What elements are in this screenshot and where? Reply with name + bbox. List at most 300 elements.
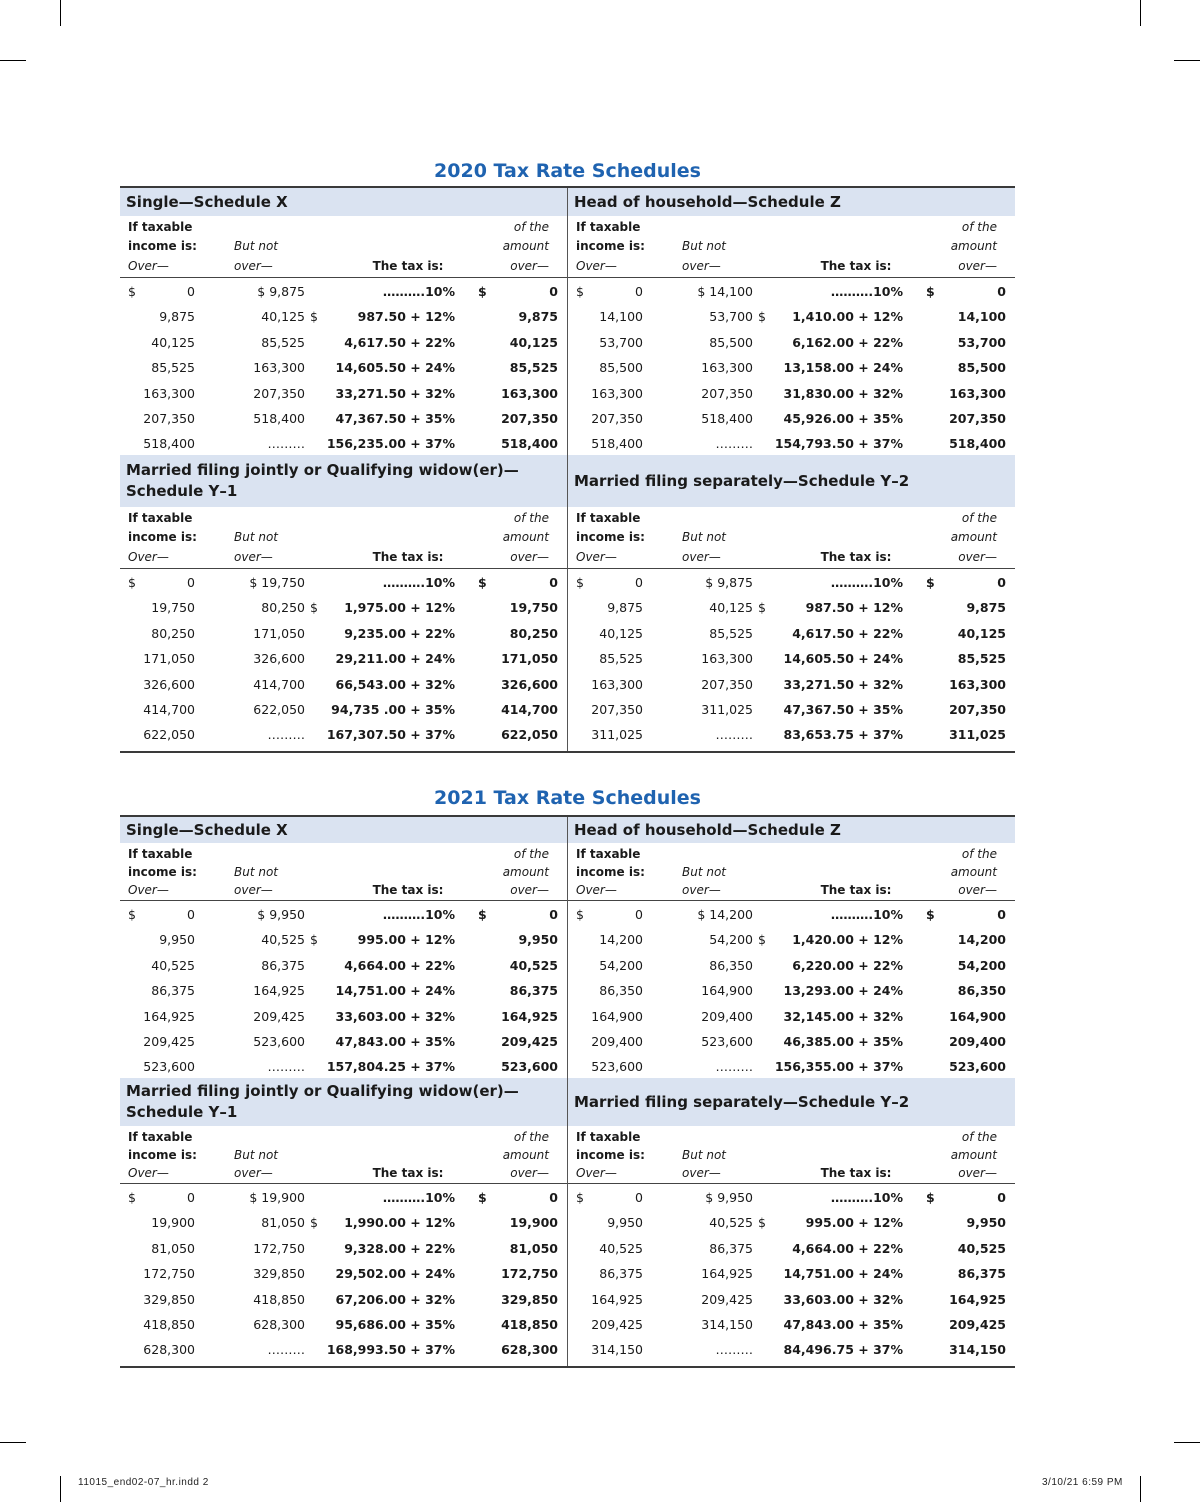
table-row bbox=[120, 331, 567, 356]
column-of-amount-over bbox=[951, 509, 997, 567]
cell-tax: 33,603.00 + 32% bbox=[783, 1291, 903, 1307]
column-but-not-over bbox=[682, 528, 726, 567]
bracket-rows bbox=[568, 569, 1015, 749]
cell-amount-over: 19,750 bbox=[509, 600, 558, 616]
cell-but-not-over: $ 9,875 bbox=[257, 284, 305, 299]
column-label: over— bbox=[682, 1166, 721, 1180]
dollar-sign: $ bbox=[926, 575, 935, 590]
table-row bbox=[568, 571, 1015, 596]
column-label: Over— bbox=[128, 883, 169, 897]
cell-but-not-over: 163,300 bbox=[701, 360, 753, 376]
cell-tax: 29,502.00 + 24% bbox=[335, 1266, 455, 1282]
table-row bbox=[120, 1005, 567, 1030]
column-tax-is: The tax is: bbox=[372, 883, 444, 897]
cell-over: 207,350 bbox=[591, 410, 643, 426]
cell-amount-over: 85,500 bbox=[957, 360, 1006, 376]
column-label: of the bbox=[513, 511, 549, 525]
cell-over: 209,425 bbox=[591, 1316, 643, 1332]
column-headers bbox=[568, 507, 1015, 569]
cell-tax: 46,385.00 + 35% bbox=[783, 1033, 903, 1049]
table-row bbox=[120, 673, 567, 698]
column-headers bbox=[568, 216, 1015, 278]
crop-mark bbox=[0, 1442, 26, 1443]
cell-tax: 1,975.00 + 12% bbox=[344, 600, 455, 616]
cell-but-not-over: 163,300 bbox=[701, 651, 753, 667]
table-row bbox=[568, 407, 1015, 432]
cell-over: 311,025 bbox=[591, 727, 643, 743]
schedule-title-line: Schedule Y–1 bbox=[126, 1103, 238, 1121]
cell-amount-over: 85,525 bbox=[957, 651, 1006, 667]
cell-but-not-over: $ 14,200 bbox=[697, 907, 753, 922]
cell-but-not-over: 414,700 bbox=[253, 676, 305, 692]
column-label: over— bbox=[234, 883, 273, 897]
cell-amount-over: 164,925 bbox=[949, 1291, 1006, 1307]
cell-amount-over: 40,125 bbox=[957, 625, 1006, 641]
column-label: income is: bbox=[128, 239, 197, 254]
schedule-title bbox=[120, 1078, 567, 1126]
cell-but-not-over: $ 9,875 bbox=[705, 575, 753, 590]
column-label: over— bbox=[958, 883, 997, 897]
cell-amount-over: 9,875 bbox=[518, 309, 558, 325]
table-row bbox=[568, 647, 1015, 672]
slug-file: 11015_end02-07_hr.indd 2 bbox=[78, 1477, 209, 1488]
schedule-title-line: Schedule Y–1 bbox=[126, 482, 238, 500]
cell-amount-over: 54,200 bbox=[957, 957, 1006, 973]
cell-but-not-over: $ 14,100 bbox=[697, 284, 753, 299]
cell-amount-over: 314,150 bbox=[949, 1342, 1006, 1358]
cell-over: 19,750 bbox=[151, 600, 195, 616]
cell-amount-over: 418,850 bbox=[501, 1316, 558, 1332]
year-title: 2020 Tax Rate Schedules bbox=[434, 160, 701, 182]
column-label: If taxable bbox=[128, 847, 193, 861]
cell-but-not-over: 518,400 bbox=[701, 410, 753, 426]
cell-tax: 94,735 .00 + 35% bbox=[331, 701, 455, 717]
column-label: If taxable bbox=[576, 220, 641, 234]
cell-but-not-over: 523,600 bbox=[253, 1033, 305, 1049]
column-label: of the bbox=[961, 511, 997, 525]
cell-but-not-over: ……… bbox=[267, 436, 305, 452]
dollar-sign: $ bbox=[310, 1215, 318, 1231]
cell-but-not-over: 80,250 bbox=[261, 600, 305, 616]
cell-tax: 987.50 + 12% bbox=[357, 309, 455, 325]
cell-but-not-over: 54,200 bbox=[709, 932, 753, 948]
table-row bbox=[120, 1055, 567, 1080]
bracket-rows bbox=[120, 569, 567, 749]
cell-over: 40,125 bbox=[599, 625, 643, 641]
column-label: But not bbox=[234, 1148, 279, 1162]
schedule-title bbox=[120, 817, 567, 843]
schedule bbox=[120, 188, 567, 458]
table-row bbox=[120, 1262, 567, 1287]
year-title: 2021 Tax Rate Schedules bbox=[434, 787, 701, 809]
cell-but-not-over: 86,350 bbox=[709, 957, 753, 973]
cell-over: 9,875 bbox=[159, 309, 195, 325]
cell-but-not-over: ……… bbox=[267, 727, 305, 743]
cell-tax: 1,410.00 + 12% bbox=[792, 309, 903, 325]
cell-amount-over: 209,425 bbox=[501, 1033, 558, 1049]
cell-over: 0 bbox=[635, 1190, 643, 1205]
column-of-amount-over bbox=[503, 1128, 549, 1182]
cell-amount-over: 209,425 bbox=[949, 1316, 1006, 1332]
cell-amount-over: 9,950 bbox=[966, 1215, 1006, 1231]
cell-tax: 95,686.00 + 35% bbox=[335, 1316, 455, 1332]
dollar-sign: $ bbox=[758, 600, 766, 616]
column-income-over bbox=[576, 218, 645, 276]
cell-over: 418,850 bbox=[143, 1316, 195, 1332]
column-headers bbox=[568, 1126, 1015, 1184]
column-tax-is: The tax is: bbox=[820, 258, 892, 273]
cell-but-not-over: 164,925 bbox=[253, 983, 305, 999]
column-label: over— bbox=[682, 883, 721, 897]
table-row bbox=[568, 954, 1015, 979]
cell-but-not-over: 628,300 bbox=[253, 1316, 305, 1332]
column-of-amount-over bbox=[951, 845, 997, 899]
schedule-title-line: Single—Schedule X bbox=[126, 193, 288, 211]
column-headers bbox=[120, 843, 567, 901]
column-of-amount-over bbox=[503, 509, 549, 567]
cell-amount-over: 85,525 bbox=[509, 360, 558, 376]
schedule-title-line: Head of household—Schedule Z bbox=[574, 193, 841, 211]
column-income-over bbox=[128, 845, 197, 899]
cell-but-not-over: ……… bbox=[267, 1342, 305, 1358]
cell-over: 40,125 bbox=[151, 334, 195, 350]
column-tax-is: The tax is: bbox=[820, 549, 892, 564]
cell-over: 164,925 bbox=[143, 1008, 195, 1024]
cell-amount-over: 622,050 bbox=[501, 727, 558, 743]
column-label: income is: bbox=[128, 1148, 197, 1162]
table-row bbox=[120, 382, 567, 407]
column-label: amount bbox=[950, 865, 997, 879]
column-income-over bbox=[128, 509, 197, 567]
cell-tax: 6,162.00 + 22% bbox=[792, 334, 903, 350]
column-tax-is: The tax is: bbox=[372, 258, 444, 273]
column-label: over— bbox=[510, 549, 549, 564]
cell-over: 0 bbox=[187, 1190, 195, 1205]
cell-but-not-over: $ 19,900 bbox=[249, 1190, 305, 1205]
cell-but-not-over: 86,375 bbox=[261, 957, 305, 973]
column-tax-is: The tax is: bbox=[372, 549, 444, 564]
dollar-sign: $ bbox=[128, 1190, 136, 1205]
cell-over: 171,050 bbox=[143, 651, 195, 667]
cell-but-not-over: 164,925 bbox=[701, 1266, 753, 1282]
column-label: of the bbox=[513, 1130, 549, 1144]
schedule-title bbox=[568, 817, 1015, 843]
column-but-not-over bbox=[234, 1146, 278, 1182]
column-label: amount bbox=[502, 239, 549, 254]
dollar-sign: $ bbox=[128, 284, 136, 299]
cell-tax: 156,235.00 + 37% bbox=[326, 436, 455, 452]
cell-over: 164,925 bbox=[591, 1291, 643, 1307]
cell-but-not-over: 53,700 bbox=[709, 309, 753, 325]
cell-over: 86,375 bbox=[151, 983, 195, 999]
bracket-rows bbox=[120, 278, 567, 458]
cell-tax: ……….10% bbox=[382, 575, 455, 590]
cell-amount-over: 163,300 bbox=[949, 676, 1006, 692]
cell-over: 209,400 bbox=[591, 1033, 643, 1049]
table-row bbox=[120, 407, 567, 432]
dollar-sign: $ bbox=[926, 1190, 935, 1205]
cell-over: 19,900 bbox=[151, 1215, 195, 1231]
column-label: Over— bbox=[576, 1166, 617, 1180]
column-income-over bbox=[128, 218, 197, 276]
cell-amount-over: 518,400 bbox=[949, 436, 1006, 452]
column-but-not-over bbox=[682, 1146, 726, 1182]
cell-amount-over: 163,300 bbox=[949, 385, 1006, 401]
crop-mark bbox=[0, 60, 26, 61]
column-but-not-over bbox=[234, 237, 278, 276]
cell-tax: 1,990.00 + 12% bbox=[344, 1215, 455, 1231]
cell-over: 85,500 bbox=[599, 360, 643, 376]
schedule-pair bbox=[120, 188, 1015, 460]
table-row bbox=[120, 647, 567, 672]
cell-but-not-over: 85,525 bbox=[261, 334, 305, 350]
cell-amount-over: 40,125 bbox=[509, 334, 558, 350]
table-row bbox=[120, 622, 567, 647]
column-label: If taxable bbox=[576, 847, 641, 861]
cell-over: 207,350 bbox=[591, 701, 643, 717]
cell-tax: 31,830.00 + 32% bbox=[783, 385, 903, 401]
table-row bbox=[120, 1186, 567, 1211]
cell-tax: ……….10% bbox=[830, 575, 903, 590]
column-headers bbox=[120, 216, 567, 278]
dollar-sign: $ bbox=[926, 284, 935, 299]
column-label: amount bbox=[950, 1148, 997, 1162]
cell-but-not-over: 40,525 bbox=[709, 1215, 753, 1231]
column-label: of the bbox=[513, 220, 549, 234]
column-label: Over— bbox=[576, 549, 617, 564]
cell-tax: 154,793.50 + 37% bbox=[774, 436, 903, 452]
cell-over: 329,850 bbox=[143, 1291, 195, 1307]
cell-tax: 157,804.25 + 37% bbox=[326, 1059, 455, 1075]
cell-tax: 47,843.00 + 35% bbox=[335, 1033, 455, 1049]
table-row bbox=[568, 673, 1015, 698]
cell-tax: 9,328.00 + 22% bbox=[344, 1240, 455, 1256]
table-row bbox=[568, 596, 1015, 621]
cell-over: 209,425 bbox=[143, 1033, 195, 1049]
column-but-not-over bbox=[234, 863, 278, 899]
cell-amount-over: 518,400 bbox=[501, 436, 558, 452]
cell-over: 53,700 bbox=[599, 334, 643, 350]
cell-amount-over: 80,250 bbox=[509, 625, 558, 641]
table-row bbox=[568, 723, 1015, 748]
slug-date: 3/10/21 6:59 PM bbox=[1042, 1477, 1123, 1488]
dollar-sign: $ bbox=[128, 575, 136, 590]
column-label: of the bbox=[961, 220, 997, 234]
schedule bbox=[568, 188, 1015, 458]
column-label: Over— bbox=[128, 549, 169, 564]
cell-over: 81,050 bbox=[151, 1240, 195, 1256]
cell-amount-over: 86,350 bbox=[957, 983, 1006, 999]
table-row bbox=[120, 928, 567, 953]
cell-amount-over: 628,300 bbox=[501, 1342, 558, 1358]
schedule-title bbox=[568, 188, 1015, 216]
cell-over: 0 bbox=[635, 907, 643, 922]
bracket-rows bbox=[120, 1184, 567, 1364]
cell-over: 86,375 bbox=[599, 1266, 643, 1282]
cell-amount-over: 523,600 bbox=[949, 1059, 1006, 1075]
cell-amount-over: 9,875 bbox=[966, 600, 1006, 616]
column-income-over bbox=[576, 1128, 645, 1182]
column-label: If taxable bbox=[576, 511, 641, 525]
table-row bbox=[568, 1186, 1015, 1211]
schedule-title bbox=[120, 455, 567, 507]
table-row bbox=[120, 1338, 567, 1363]
cell-tax: ……….10% bbox=[382, 907, 455, 922]
cell-tax: 1,420.00 + 12% bbox=[792, 932, 903, 948]
divider bbox=[120, 1366, 1015, 1368]
crop-mark bbox=[60, 0, 61, 26]
cell-tax: 6,220.00 + 22% bbox=[792, 957, 903, 973]
cell-over: 207,350 bbox=[143, 410, 195, 426]
cell-tax: 995.00 + 12% bbox=[357, 932, 455, 948]
cell-but-not-over: 85,500 bbox=[709, 334, 753, 350]
cell-over: 9,950 bbox=[159, 932, 195, 948]
cell-but-not-over: 171,050 bbox=[253, 625, 305, 641]
cell-but-not-over: 329,850 bbox=[253, 1266, 305, 1282]
cell-but-not-over: $ 9,950 bbox=[705, 1190, 753, 1205]
cell-but-not-over: 311,025 bbox=[701, 701, 753, 717]
table-row bbox=[120, 1288, 567, 1313]
cell-over: 0 bbox=[187, 575, 195, 590]
dollar-sign: $ bbox=[758, 309, 766, 325]
column-of-amount-over bbox=[503, 218, 549, 276]
column-label: over— bbox=[510, 883, 549, 897]
cell-over: 86,350 bbox=[599, 983, 643, 999]
column-label: amount bbox=[950, 530, 997, 545]
column-label: But not bbox=[682, 865, 727, 879]
column-label: amount bbox=[502, 1148, 549, 1162]
cell-amount-over: 163,300 bbox=[501, 385, 558, 401]
cell-amount-over: 81,050 bbox=[509, 1240, 558, 1256]
dollar-sign: $ bbox=[758, 932, 766, 948]
cell-but-not-over: 85,525 bbox=[709, 625, 753, 641]
column-tax-is: The tax is: bbox=[820, 883, 892, 897]
cell-amount-over: 311,025 bbox=[949, 727, 1006, 743]
cell-tax: 66,543.00 + 32% bbox=[335, 676, 455, 692]
column-label: of the bbox=[961, 1130, 997, 1144]
column-label: amount bbox=[950, 239, 997, 254]
cell-amount-over: 207,350 bbox=[949, 410, 1006, 426]
table-row bbox=[568, 1237, 1015, 1262]
cell-tax: 84,496.75 + 37% bbox=[783, 1342, 903, 1358]
cell-amount-over: 523,600 bbox=[501, 1059, 558, 1075]
dollar-sign: $ bbox=[310, 600, 318, 616]
cell-amount-over: 0 bbox=[997, 1190, 1006, 1205]
cell-tax: ……….10% bbox=[830, 1190, 903, 1205]
table-row bbox=[568, 1055, 1015, 1080]
cell-but-not-over: $ 9,950 bbox=[257, 907, 305, 922]
table-row bbox=[120, 305, 567, 330]
dollar-sign: $ bbox=[478, 1190, 487, 1205]
table-row bbox=[568, 331, 1015, 356]
cell-over: 85,525 bbox=[151, 360, 195, 376]
cell-over: 9,875 bbox=[607, 600, 643, 616]
bracket-rows bbox=[568, 1184, 1015, 1364]
cell-over: 523,600 bbox=[143, 1059, 195, 1075]
dollar-sign: $ bbox=[926, 907, 935, 922]
cell-over: 0 bbox=[187, 284, 195, 299]
column-label: over— bbox=[958, 1166, 997, 1180]
column-label: income is: bbox=[128, 865, 197, 879]
table-row bbox=[568, 1262, 1015, 1287]
schedule bbox=[568, 817, 1015, 1081]
cell-amount-over: 172,750 bbox=[501, 1266, 558, 1282]
cell-over: 163,300 bbox=[591, 676, 643, 692]
column-but-not-over bbox=[682, 237, 726, 276]
schedule bbox=[120, 455, 567, 749]
column-label: But not bbox=[682, 530, 727, 545]
cell-tax: 47,367.50 + 35% bbox=[783, 701, 903, 717]
column-label: income is: bbox=[576, 239, 645, 254]
column-label: Over— bbox=[128, 1166, 169, 1180]
cell-tax: 33,271.50 + 32% bbox=[783, 676, 903, 692]
cell-over: 40,525 bbox=[599, 1240, 643, 1256]
dollar-sign: $ bbox=[576, 1190, 584, 1205]
table-row bbox=[568, 382, 1015, 407]
column-label: But not bbox=[234, 239, 279, 254]
cell-amount-over: 53,700 bbox=[957, 334, 1006, 350]
cell-amount-over: 86,375 bbox=[957, 1266, 1006, 1282]
cell-tax: 47,843.00 + 35% bbox=[783, 1316, 903, 1332]
column-label: over— bbox=[234, 549, 273, 564]
table-row bbox=[120, 698, 567, 723]
cell-tax: 13,158.00 + 24% bbox=[783, 360, 903, 376]
table-row bbox=[120, 280, 567, 305]
column-label: Over— bbox=[576, 258, 617, 273]
cell-over: 163,300 bbox=[143, 385, 195, 401]
schedule-title-line: Married filing separately—Schedule Y–2 bbox=[574, 472, 910, 490]
dollar-sign: $ bbox=[576, 575, 584, 590]
column-income-over bbox=[576, 509, 645, 567]
cell-but-not-over: 81,050 bbox=[261, 1215, 305, 1231]
table-row bbox=[568, 1211, 1015, 1236]
cell-but-not-over: ……… bbox=[715, 1059, 753, 1075]
column-label: Over— bbox=[576, 883, 617, 897]
schedule-pair bbox=[120, 455, 1015, 751]
table-row bbox=[568, 622, 1015, 647]
table-row bbox=[120, 356, 567, 381]
cell-amount-over: 207,350 bbox=[501, 410, 558, 426]
column-headers bbox=[568, 843, 1015, 901]
cell-amount-over: 0 bbox=[997, 284, 1006, 299]
column-label: over— bbox=[958, 549, 997, 564]
cell-amount-over: 40,525 bbox=[509, 957, 558, 973]
column-label: income is: bbox=[576, 1148, 645, 1162]
cell-but-not-over: 326,600 bbox=[253, 651, 305, 667]
cell-over: 314,150 bbox=[591, 1342, 643, 1358]
cell-but-not-over: 518,400 bbox=[253, 410, 305, 426]
cell-amount-over: 14,200 bbox=[957, 932, 1006, 948]
cell-but-not-over: 622,050 bbox=[253, 701, 305, 717]
cell-tax: 156,355.00 + 37% bbox=[774, 1059, 903, 1075]
cell-tax: ……….10% bbox=[830, 907, 903, 922]
cell-over: 9,950 bbox=[607, 1215, 643, 1231]
cell-over: 85,525 bbox=[599, 651, 643, 667]
column-label: over— bbox=[234, 1166, 273, 1180]
column-label: If taxable bbox=[128, 220, 193, 234]
column-label: Over— bbox=[128, 258, 169, 273]
cell-tax: ……….10% bbox=[830, 284, 903, 299]
cell-but-not-over: 523,600 bbox=[701, 1033, 753, 1049]
cell-over: 628,300 bbox=[143, 1342, 195, 1358]
cell-over: 80,250 bbox=[151, 625, 195, 641]
cell-but-not-over: 40,125 bbox=[261, 309, 305, 325]
cell-but-not-over: 164,900 bbox=[701, 983, 753, 999]
schedule bbox=[568, 455, 1015, 749]
column-label: over— bbox=[234, 258, 273, 273]
cell-but-not-over: 314,150 bbox=[701, 1316, 753, 1332]
cell-amount-over: 207,350 bbox=[949, 701, 1006, 717]
